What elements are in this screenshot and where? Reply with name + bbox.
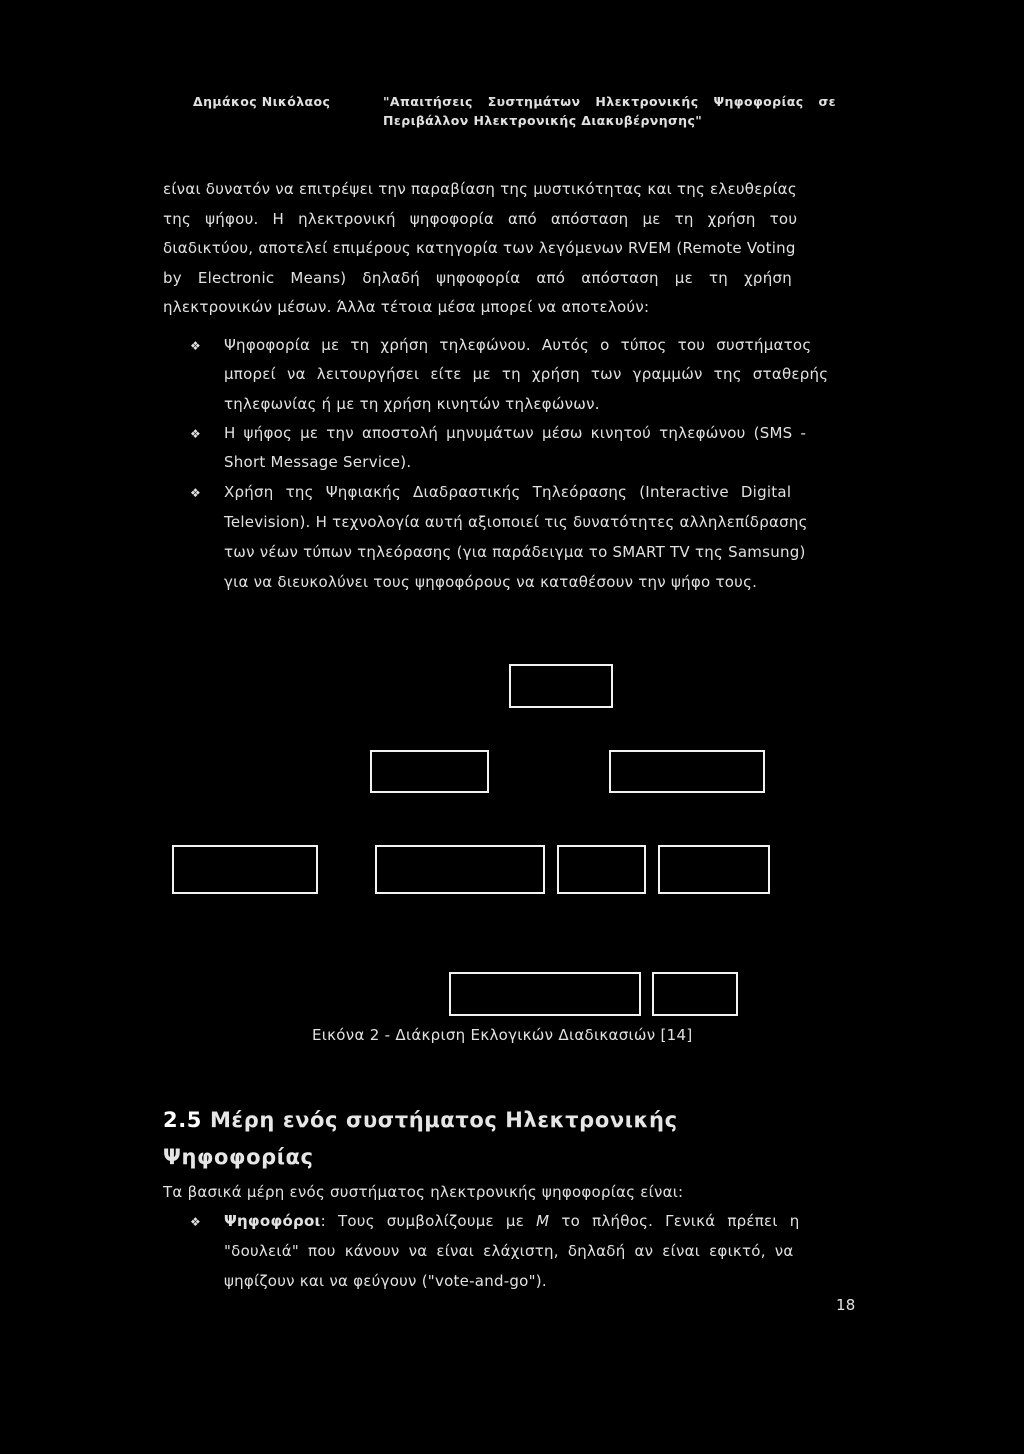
bullet-line: τηλεφωνίας ή με τη χρήση κινητών τηλεφώνων.	[224, 395, 600, 413]
diagram-box-level3	[557, 845, 646, 894]
diagram-box-level4	[652, 972, 738, 1016]
section-title: Μέρη ενός συστήματος Ηλεκτρονικής	[209, 1108, 678, 1132]
diagram-box-level2-right	[609, 750, 765, 793]
bullet-line: για να διευκολύνει τους ψηφοφόρους να καταθέσουν την ψήφο τους.	[224, 573, 758, 591]
section-item-line3: ψηφίζουν και να φεύγουν ("vote-and-go").	[224, 1272, 547, 1290]
header-title-word: Συστημάτων	[487, 94, 581, 109]
paragraph-line: by Electronic Means) δηλαδή ψηφοφορία από απόσταση με τη χρήση	[163, 269, 792, 287]
bullet-line: Η ψήφος με την αποστολή μηνυμάτων μέσω κινητού τηλεφώνου (SMS -	[224, 424, 807, 442]
bullet-line: Χρήση της Ψηφιακής Διαδραστικής Τηλεόρασης (Interactive Digital	[224, 483, 792, 501]
bullet-symbol-icon: ❖	[190, 1215, 201, 1229]
bullet-line: των νέων τύπων τηλεόρασης (για παράδειγμα το SMART TV της Samsung)	[224, 543, 806, 561]
bullet-symbol-icon: ❖	[190, 339, 201, 353]
section-item-line1	[224, 1212, 862, 1230]
page-number: 18	[836, 1296, 856, 1314]
diagram-box-root	[509, 664, 613, 708]
figure-caption: Εικόνα 2 - Διάκριση Εκλογικών Διαδικασιών [14]	[312, 1026, 693, 1044]
header-title-line1	[383, 94, 836, 109]
header-author: Δημάκος Νικόλαος	[193, 94, 331, 109]
section-item-variable: Μ	[536, 1212, 550, 1230]
header-title-line2: Περιβάλλον Ηλεκτρονικής Διακυβέρνησης"	[383, 113, 703, 128]
section-item-term: Ψηφοφόροι	[224, 1212, 321, 1230]
header-title-word: Ηλεκτρονικής	[595, 94, 699, 109]
diagram-box-level3	[172, 845, 318, 894]
section-heading-line2: Ψηφοφορίας	[163, 1145, 314, 1169]
paragraph-line: της ψήφου. Η ηλεκτρονική ψηφοφορία από απόσταση με τη χρήση του	[163, 210, 798, 228]
bullet-symbol-icon: ❖	[190, 486, 201, 500]
bullet-symbol-icon: ❖	[190, 427, 201, 441]
section-number: 2.5	[163, 1108, 203, 1132]
section-item-text: το πλήθος. Γενικά πρέπει η	[561, 1212, 800, 1230]
paragraph-line: είναι δυνατόν να επιτρέψει την παραβίαση της μυστικότητας και της ελευθερίας	[163, 180, 797, 198]
header-title-word: Ψηφοφορίας	[713, 94, 804, 109]
section-heading-line1	[163, 1108, 678, 1132]
bullet-line: Ψηφοφορία με τη χρήση τηλεφώνου. Αυτός ο τύπος του συστήματος	[224, 336, 812, 354]
bullet-line: Short Message Service).	[224, 453, 412, 471]
section-item-text: : Τους συμβολίζουμε με	[320, 1212, 525, 1230]
header-title-word: "Απαιτήσεις	[383, 94, 473, 109]
bullet-line: μπορεί να λειτουργήσει είτε με τη χρήση των γραμμών της σταθερής	[224, 365, 829, 383]
paragraph-line: διαδικτύου, αποτελεί επιμέρους κατηγορία των λεγόμενων RVEM (Remote Voting	[163, 239, 796, 257]
diagram-box-level3	[658, 845, 770, 894]
header-title-word: σε	[818, 94, 836, 109]
section-intro: Τα βασικά μέρη ενός συστήματος ηλεκτρονικής ψηφοφορίας είναι:	[163, 1183, 684, 1201]
paragraph-line: ηλεκτρονικών μέσων. Άλλα τέτοια μέσα μπορεί να αποτελούν:	[163, 298, 650, 316]
diagram-box-level2-left	[370, 750, 489, 793]
diagram-box-level4	[449, 972, 641, 1016]
section-item-line2: "δουλειά" που κάνουν να είναι ελάχιστη, δηλαδή αν είναι εφικτό, να	[224, 1242, 794, 1260]
diagram-box-level3	[375, 845, 545, 894]
bullet-line: Television). Η τεχνολογία αυτή αξιοποιεί τις δυνατότητες αλληλεπίδρασης	[224, 513, 808, 531]
